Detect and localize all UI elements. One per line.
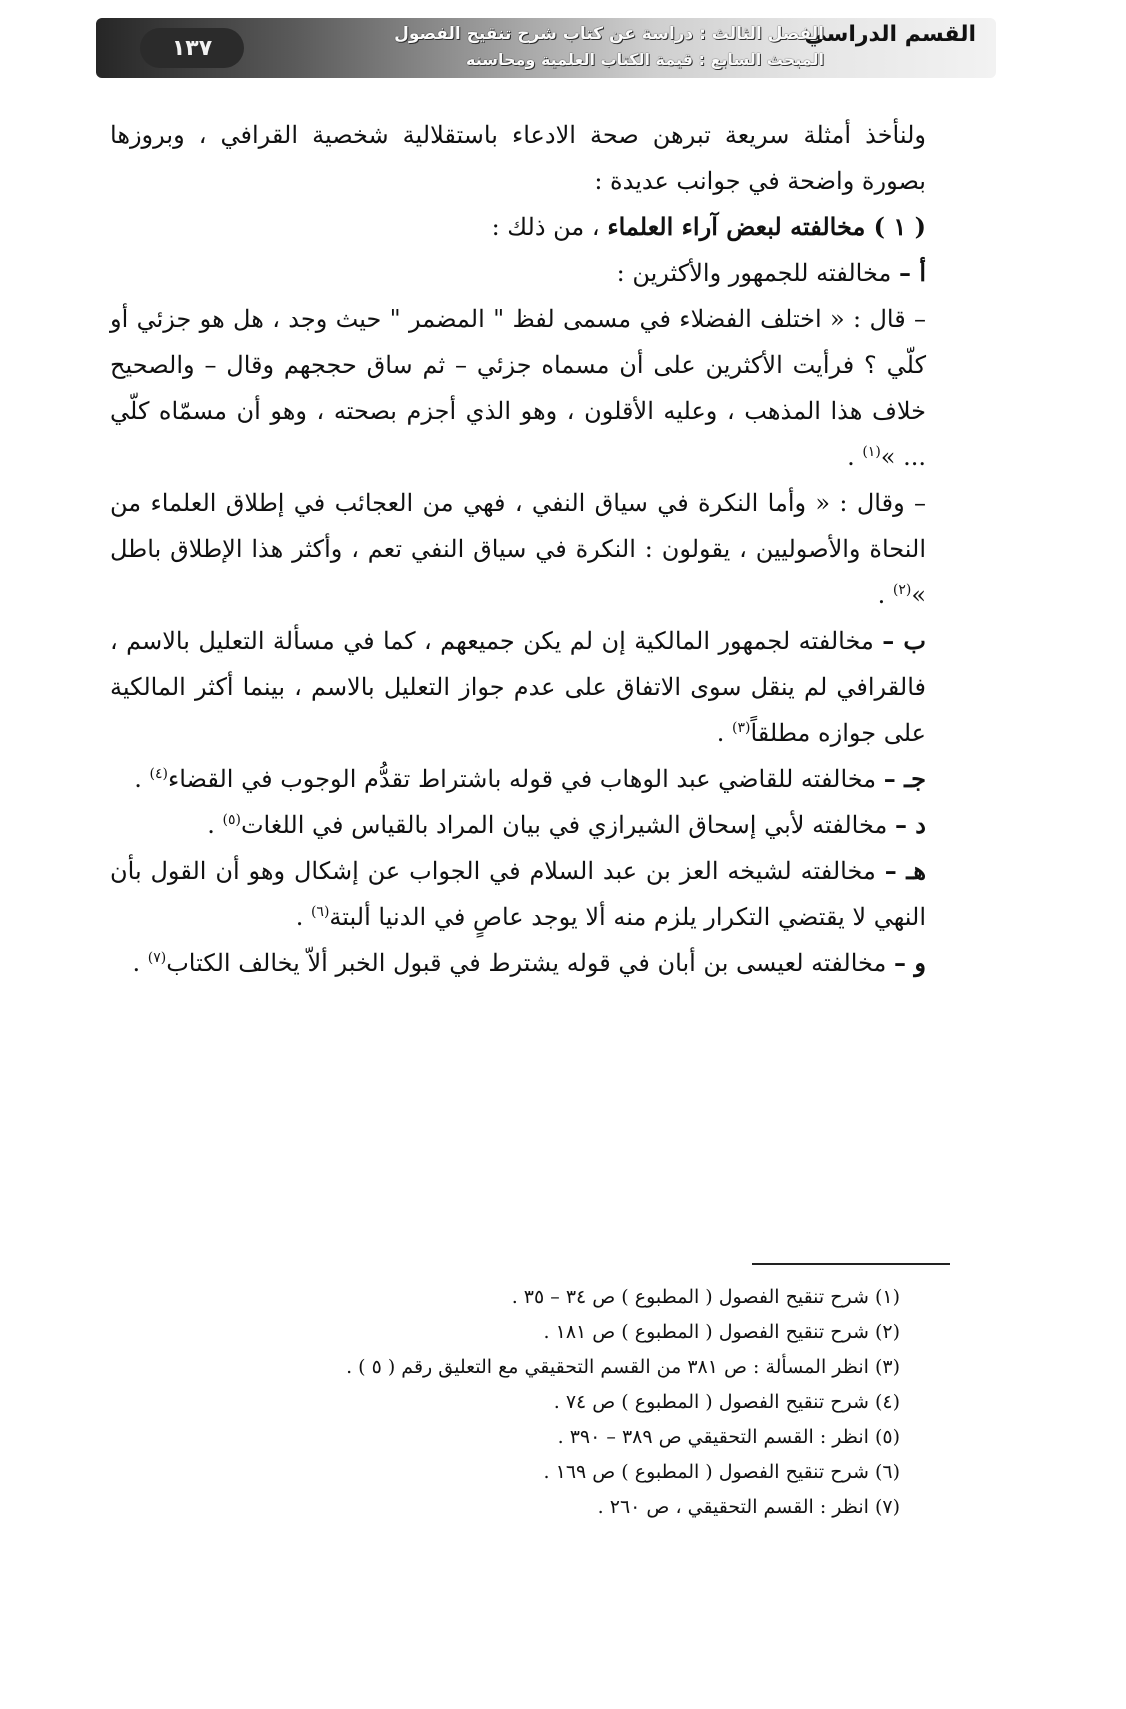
item-e-label: هـ –	[884, 856, 926, 885]
page-number: ١٣٧	[140, 28, 244, 68]
end-mark: .	[134, 765, 150, 793]
item-f-text: مخالفته لعيسى بن أبان في قوله يشترط في قبول الخبر ألاّ يخالف الكتاب	[166, 949, 887, 977]
end-mark: .	[877, 581, 893, 609]
item-b-label: ب –	[882, 626, 926, 655]
footnote-ref-4: (٤)	[149, 766, 168, 782]
main-text	[110, 112, 950, 986]
quote-2	[110, 480, 950, 618]
footnote-2: (٢) شرح تنقيح الفصول ( المطبوع ) ص ١٨١ .	[543, 1321, 900, 1343]
footnote-4: (٤) شرح تنقيح الفصول ( المطبوع ) ص ٧٤ .	[553, 1391, 900, 1413]
item-a-label: أ –	[898, 258, 926, 287]
end-mark: .	[207, 811, 223, 839]
item-e	[110, 848, 950, 940]
item-e-text: مخالفته لشيخه العز بن عبد السلام في الجواب عن إشكال وهو أن القول بأن النهي لا يقتضي التكرار يلزم منه ألا يوجد عاصٍ في الدنيا ألبتة	[110, 857, 926, 931]
item-d-text: مخالفته لأبي إسحاق الشيرازي في بيان المراد بالقياس في اللغات	[240, 811, 888, 839]
quote-1	[110, 296, 950, 480]
item-f	[110, 940, 950, 986]
footnotes	[110, 1280, 930, 1525]
header-subsection-title: المبحث السابع : قيمة الكتاب العلمية ومحاسنه	[466, 50, 824, 69]
point-1-label: ( ١ ) مخالفته لبعض آراء العلماء	[607, 212, 926, 241]
item-c-text: مخالفته للقاضي عبد الوهاب في قوله باشتراط تقدُّم الوجوب في القضاء	[167, 765, 877, 793]
footnote-ref-7: (٧)	[147, 950, 167, 966]
footnote-7: (٧) انظر : القسم التحقيقي ، ص ٢٦٠ .	[597, 1496, 900, 1518]
footnote-6: (٦) شرح تنقيح الفصول ( المطبوع ) ص ١٦٩ .	[543, 1461, 900, 1483]
intro-paragraph: ولنأخذ أمثلة سريعة تبرهن صحة الادعاء باستقلالية شخصية القرافي ، وبروزها بصورة واضحة في جوانب عديدة :	[110, 121, 926, 195]
header-chapter-title: الفصل الثالث : دراسة عن كتاب شرح تنقيح الفصول	[394, 24, 824, 44]
footnote-1: (١) شرح تنقيح الفصول ( المطبوع ) ص ٣٤ – ٣٥ .	[511, 1286, 900, 1308]
footnote-ref-5: (٥)	[222, 812, 241, 828]
running-header	[96, 18, 996, 78]
item-b	[110, 618, 950, 756]
footnote-separator	[752, 1263, 950, 1265]
item-a	[110, 250, 950, 296]
item-a-text: مخالفته للجمهور والأكثرين :	[616, 259, 892, 287]
end-mark: .	[295, 903, 311, 931]
quote-1-text: – قال : « اختلف الفضلاء في مسمى لفظ " المضمر " حيث وجد ، هل هو جزئي أو كلّي ؟ فرأيت الأكثرين على أن مسماه جزئي – ثم ساق حججهم وقال – والصحيح خلاف هذا المذهب ، وعليه الأقلون ، وهو الذي أجزم بصحته ، وهو أن مسمّاه كلّي ... »	[110, 305, 926, 471]
footnote-5: (٥) انظر : القسم التحقيقي ص ٣٨٩ – ٣٩٠ .	[557, 1426, 900, 1448]
footnote-ref-2: (٢)	[892, 582, 912, 598]
point-1	[110, 204, 950, 250]
item-c	[110, 756, 950, 802]
end-mark: .	[132, 949, 148, 977]
footnote-ref-6: (٦)	[310, 904, 330, 920]
end-mark: .	[847, 443, 863, 471]
item-d	[110, 802, 950, 848]
footnote-ref-1: (١)	[862, 444, 881, 460]
quote-2-text: – وقال : « وأما النكرة في سياق النفي ، فهي من العجائب في إطلاق العلماء من النحاة والأصوليين ، يقولون : النكرة في سياق النفي تعم ، وأكثر هذا الإطلاق باطل »	[110, 489, 926, 609]
footnote-3: (٣) انظر المسألة : ص ٣٨١ من القسم التحقيقي مع التعليق رقم ( ٥ ) .	[346, 1356, 900, 1378]
point-1-text: ، من ذلك :	[491, 213, 600, 241]
item-d-label: د –	[894, 810, 926, 839]
item-b-text: مخالفته لجمهور المالكية إن لم يكن جميعهم ، كما في مسألة التعليل بالاسم ، فالقرافي لم ينقل سوى الاتفاق على عدم جواز التعليل بالاسم ، بينما أكثر المالكية على جوازه مطلقاً	[110, 627, 926, 747]
end-mark: .	[716, 719, 732, 747]
footnote-ref-3: (٣)	[731, 720, 751, 736]
header-section-title: القسم الدراسي	[804, 22, 976, 47]
item-f-label: و –	[894, 948, 926, 977]
item-c-label: جـ –	[883, 764, 926, 793]
